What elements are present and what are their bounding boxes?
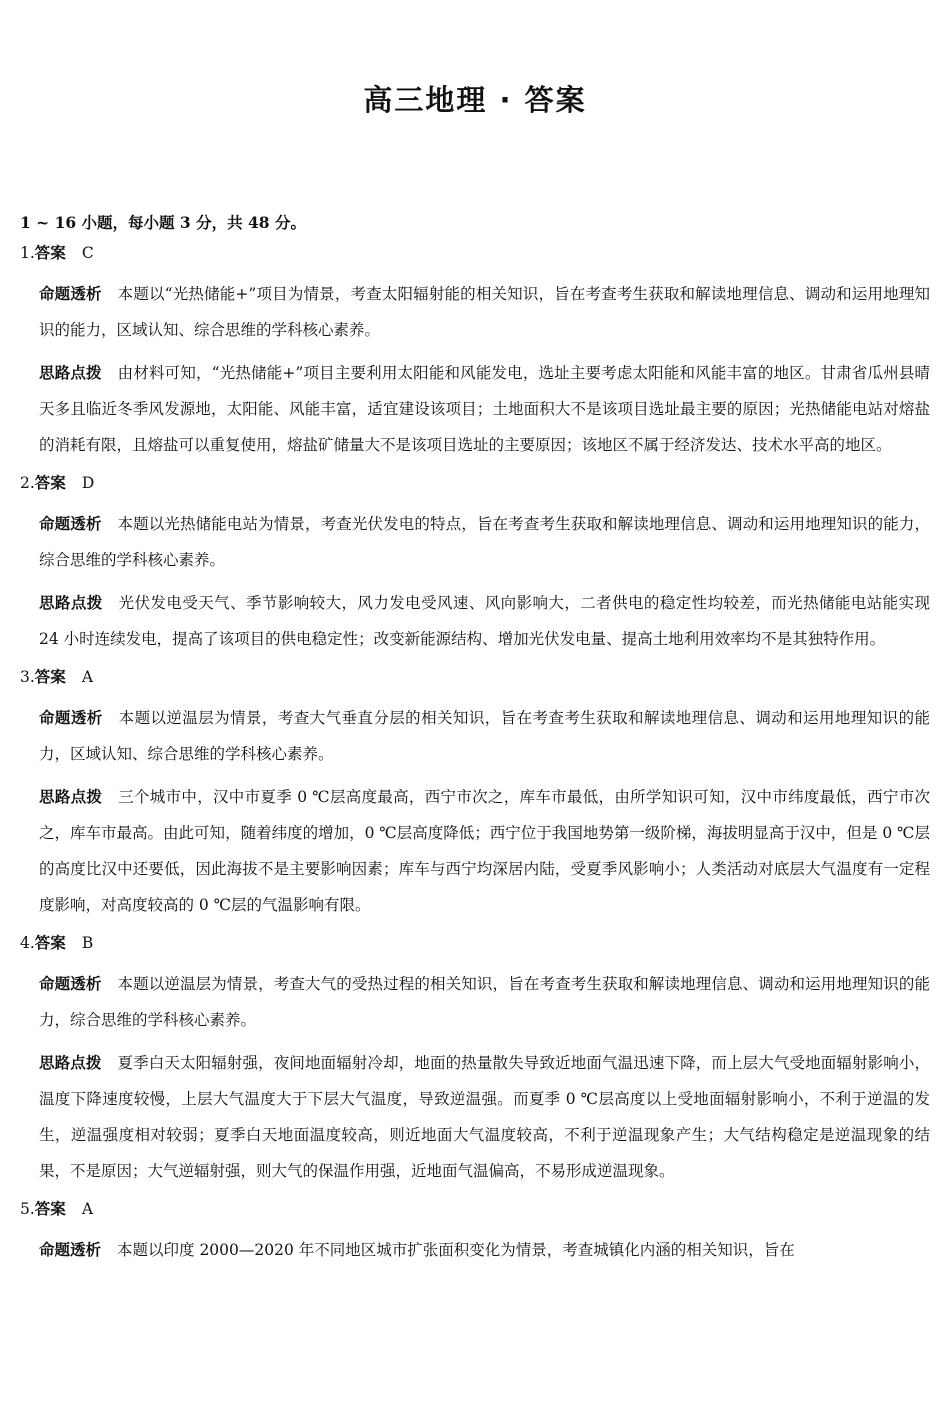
hint-label: 思路点拨: [39, 1054, 102, 1072]
question-number: 4.: [20, 934, 35, 952]
hint-paragraph: [20, 355, 930, 463]
page-title: 高三地理 · 答案: [363, 83, 587, 117]
question-block-1: [20, 240, 930, 463]
hint-text: 由材料可知，“光热储能+”项目主要利用太阳能和风能发电，选址主要考虑太阳能和风能丰富的地区。甘肃省瓜州县晴天多且临近冬季风发源地，太阳能、风能丰富，适宜建设该项目；土地面积大不是该项目选址最主要的原因；光热储能电站对熔盐的消耗有限，且熔盐可以重复使用，熔盐矿储量大不是该项目选址的主要原因；该地区不属于经济发达、技术水平高的地区。: [39, 364, 930, 454]
answer-content: [20, 210, 930, 1275]
answer-value: A: [81, 668, 94, 686]
hint-text: 三个城市中，汉中市夏季 0 ℃层高度最高，西宁市次之，库车市最低，由所学知识可知，汉中市纬度最低，西宁市次之，库车市最高。由此可知，随着纬度的增加，0 ℃层高度降低；西宁位于我国地势第一级阶梯，海拔明显高于汉中，但是 0 ℃层的高度比汉中还要低，因此海拔不是主要影响因素；库车与西宁均深居内陆，受夏季风影响小；人类活动对底层大气温度有一定程度影响，对高度较高的 0 ℃层的气温影响有限。: [39, 788, 930, 914]
hint-label: 思路点拨: [39, 594, 103, 612]
answer-line: [20, 470, 930, 506]
answer-line: [20, 240, 930, 276]
question-number: 1.: [20, 244, 35, 262]
analysis-text: 本题以逆温层为情景，考查大气的受热过程的相关知识，旨在考查考生获取和解读地理信息、调动和运用地理知识的能力，综合思维的学科核心素养。: [39, 975, 930, 1029]
answer-label: 答案: [34, 934, 66, 952]
analysis-paragraph: [20, 506, 930, 578]
answer-value: C: [81, 244, 94, 262]
analysis-text: 本题以“光热储能+”项目为情景，考查太阳辐射能的相关知识，旨在考查考生获取和解读地理信息、调动和运用地理知识的能力，区域认知、综合思维的学科核心素养。: [39, 285, 930, 339]
hint-label: 思路点拨: [39, 364, 102, 382]
analysis-text: 本题以逆温层为情景，考查大气垂直分层的相关知识，旨在考查考生获取和解读地理信息、调动和运用地理知识的能力，区域认知、综合思维的学科核心素养。: [39, 709, 930, 763]
analysis-label: 命题透析: [39, 285, 102, 303]
hint-paragraph: [20, 585, 930, 657]
answer-value: A: [81, 1200, 94, 1218]
analysis-label: 命题透析: [39, 515, 102, 533]
answer-line: [20, 1196, 930, 1232]
analysis-text: 本题以光热储能电站为情景，考查光伏发电的特点，旨在考查考生获取和解读地理信息、调动和运用地理知识的能力，综合思维的学科核心素养。: [39, 515, 930, 569]
answer-label: 答案: [34, 244, 66, 262]
hint-text: 夏季白天太阳辐射强，夜间地面辐射冷却，地面的热量散失导致近地面气温迅速下降，而上层大气受地面辐射影响小，温度下降速度较慢，上层大气温度大于下层大气温度，导致逆温强。而夏季 0 ℃层高度以上受地面辐射影响小，不利于逆温的发生，逆温强度相对较弱；夏季白天地面温度较高，则近地面大气温度较高，不利于逆温现象产生；大气结构稳定是逆温现象的结果，不是原因；大气逆辐射强，则大气的保温作用强，近地面气温偏高，不易形成逆温现象。: [39, 1054, 930, 1180]
hint-label: 思路点拨: [39, 788, 103, 806]
analysis-label: 命题透析: [39, 975, 102, 993]
question-block-5: [20, 1196, 930, 1268]
hint-paragraph: [20, 1045, 930, 1189]
answer-value: B: [81, 934, 94, 952]
answer-label: 答案: [34, 1200, 66, 1218]
analysis-paragraph: [20, 700, 930, 772]
question-block-2: [20, 470, 930, 657]
hint-paragraph: [20, 779, 930, 923]
answer-line: [20, 930, 930, 966]
analysis-paragraph: [20, 276, 930, 348]
analysis-label: 命题透析: [39, 709, 103, 727]
answer-label: 答案: [34, 474, 66, 492]
answer-line: [20, 664, 930, 700]
hint-text: 光伏发电受天气、季节影响较大，风力发电受风速、风向影响大，二者供电的稳定性均较差，而光热储能电站能实现 24 小时连续发电，提高了该项目的供电稳定性；改变新能源结构、增加光伏发电量、提高土地利用效率均不是其独特作用。: [39, 594, 930, 648]
question-number: 5.: [20, 1200, 35, 1218]
question-number: 3.: [20, 668, 35, 686]
section-intro: 1 ~ 16 小题，每小题 3 分，共 48 分。: [20, 213, 306, 232]
answer-label: 答案: [34, 668, 66, 686]
question-block-3: [20, 664, 930, 923]
answer-value: D: [81, 474, 95, 492]
question-block-4: [20, 930, 930, 1189]
analysis-paragraph: [20, 966, 930, 1038]
analysis-label: 命题透析: [39, 1241, 102, 1259]
question-number: 2.: [20, 474, 35, 492]
analysis-paragraph: [20, 1232, 930, 1268]
analysis-text: 本题以印度 2000—2020 年不同地区城市扩张面积变化为情景，考查城镇化内涵的相关知识，旨在: [117, 1241, 795, 1259]
